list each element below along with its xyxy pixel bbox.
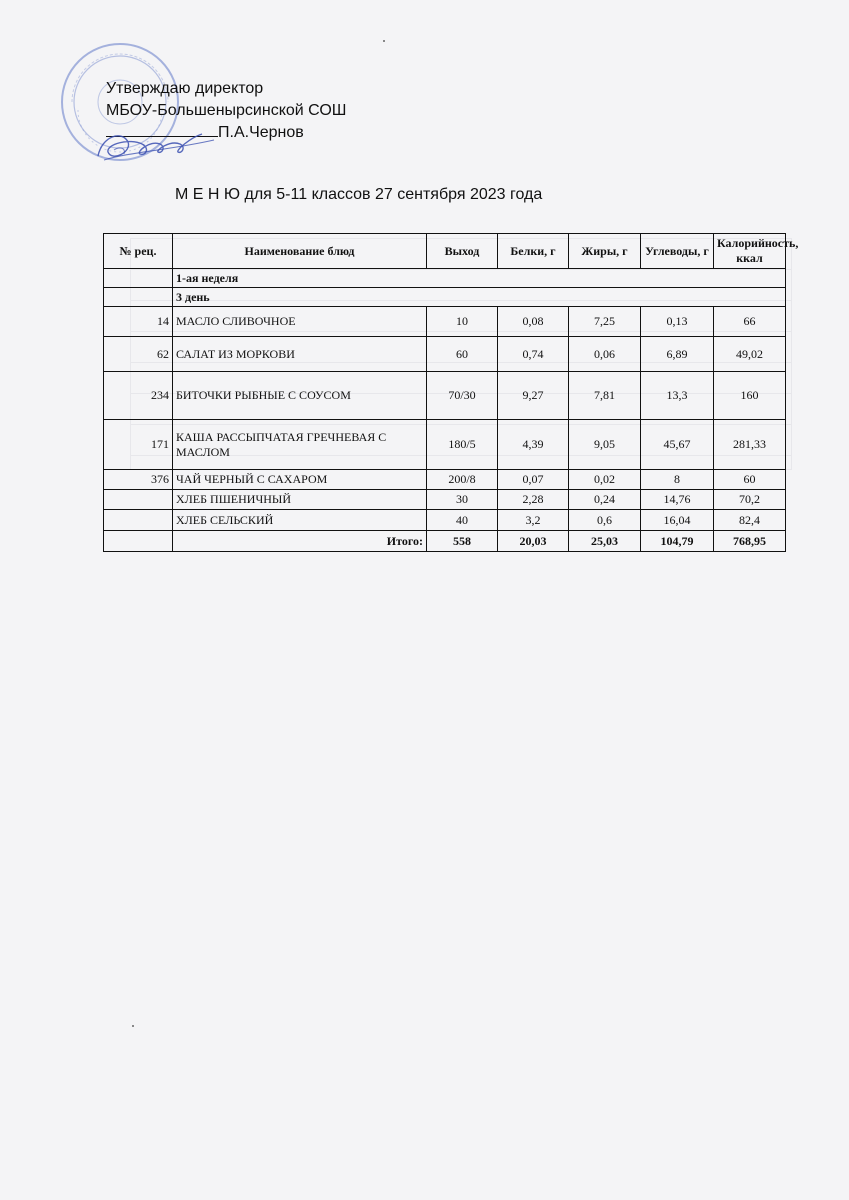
row-rec — [104, 490, 173, 510]
row-protein: 2,28 — [498, 490, 569, 510]
row-protein: 3,2 — [498, 510, 569, 531]
row-name: ЧАЙ ЧЕРНЫЙ С САХАРОМ — [173, 470, 427, 490]
header-name: Наименование блюд — [173, 234, 427, 269]
row-carbs: 8 — [641, 470, 714, 490]
total-row — [104, 531, 786, 552]
header-kcal: Калорийность, ккал — [714, 234, 786, 269]
row-rec: 14 — [104, 307, 173, 337]
row-protein: 9,27 — [498, 372, 569, 420]
row-carbs: 14,76 — [641, 490, 714, 510]
row-output: 70/30 — [427, 372, 498, 420]
table-row — [104, 490, 786, 510]
row-fat: 0,06 — [569, 337, 641, 372]
row-rec: 376 — [104, 470, 173, 490]
row-carbs: 6,89 — [641, 337, 714, 372]
row-carbs: 16,04 — [641, 510, 714, 531]
row-rec: 62 — [104, 337, 173, 372]
row-protein: 4,39 — [498, 420, 569, 470]
row-name: КАША РАССЫПЧАТАЯ ГРЕЧНЕВАЯ С МАСЛОМ — [173, 420, 427, 470]
table-row — [104, 307, 786, 337]
row-name: ХЛЕБ ПШЕНИЧНЫЙ — [173, 490, 427, 510]
total-fat: 25,03 — [569, 531, 641, 552]
row-kcal: 160 — [714, 372, 786, 420]
header-fat: Жиры, г — [569, 234, 641, 269]
row-output: 180/5 — [427, 420, 498, 470]
header-carbs: Углеводы, г — [641, 234, 714, 269]
row-kcal: 49,02 — [714, 337, 786, 372]
total-output: 558 — [427, 531, 498, 552]
week-label: 1-ая неделя — [173, 269, 786, 288]
approval-line-2: МБОУ-Большенырсинской СОШ — [106, 102, 347, 119]
total-kcal: 768,95 — [714, 531, 786, 552]
row-kcal: 66 — [714, 307, 786, 337]
signer-name: П.А.Чернов — [218, 124, 304, 141]
menu-table — [103, 233, 799, 552]
table-row — [104, 337, 786, 372]
row-name: САЛАТ ИЗ МОРКОВИ — [173, 337, 427, 372]
row-carbs: 13,3 — [641, 372, 714, 420]
row-kcal: 60 — [714, 470, 786, 490]
row-rec — [104, 510, 173, 531]
header-protein: Белки, г — [498, 234, 569, 269]
header-rec: № рец. — [104, 234, 173, 269]
total-carbs: 104,79 — [641, 531, 714, 552]
row-kcal: 281,33 — [714, 420, 786, 470]
menu-title: М Е Н Ю для 5-11 классов 27 сентября 2023 года — [175, 186, 543, 203]
header-output: Выход — [427, 234, 498, 269]
row-name: МАСЛО СЛИВОЧНОЕ — [173, 307, 427, 337]
row-output: 200/8 — [427, 470, 498, 490]
total-label: Итого: — [173, 531, 427, 552]
row-kcal: 70,2 — [714, 490, 786, 510]
table-header-row — [104, 234, 786, 269]
table-row — [104, 420, 786, 470]
day-label: 3 день — [173, 288, 786, 307]
table-row — [104, 470, 786, 490]
row-output: 40 — [427, 510, 498, 531]
total-protein: 20,03 — [498, 531, 569, 552]
scan-speck — [132, 1025, 134, 1027]
bleed-through-text — [560, 75, 800, 141]
table-row — [104, 510, 786, 531]
row-output: 30 — [427, 490, 498, 510]
week-row — [104, 269, 786, 288]
row-carbs: 0,13 — [641, 307, 714, 337]
row-protein: 0,07 — [498, 470, 569, 490]
row-fat: 9,05 — [569, 420, 641, 470]
row-output: 10 — [427, 307, 498, 337]
scan-speck — [383, 40, 385, 42]
row-name: ХЛЕБ СЕЛЬСКИЙ — [173, 510, 427, 531]
row-kcal: 82,4 — [714, 510, 786, 531]
row-output: 60 — [427, 337, 498, 372]
row-carbs: 45,67 — [641, 420, 714, 470]
row-fat: 7,25 — [569, 307, 641, 337]
row-protein: 0,08 — [498, 307, 569, 337]
table-row — [104, 372, 786, 420]
row-name: БИТОЧКИ РЫБНЫЕ С СОУСОМ — [173, 372, 427, 420]
row-rec: 234 — [104, 372, 173, 420]
row-fat: 0,6 — [569, 510, 641, 531]
row-protein: 0,74 — [498, 337, 569, 372]
approval-line-1: Утверждаю директор — [106, 80, 264, 97]
row-fat: 7,81 — [569, 372, 641, 420]
director-signature — [90, 122, 220, 172]
row-fat: 0,24 — [569, 490, 641, 510]
row-fat: 0,02 — [569, 470, 641, 490]
day-row — [104, 288, 786, 307]
row-rec: 171 — [104, 420, 173, 470]
